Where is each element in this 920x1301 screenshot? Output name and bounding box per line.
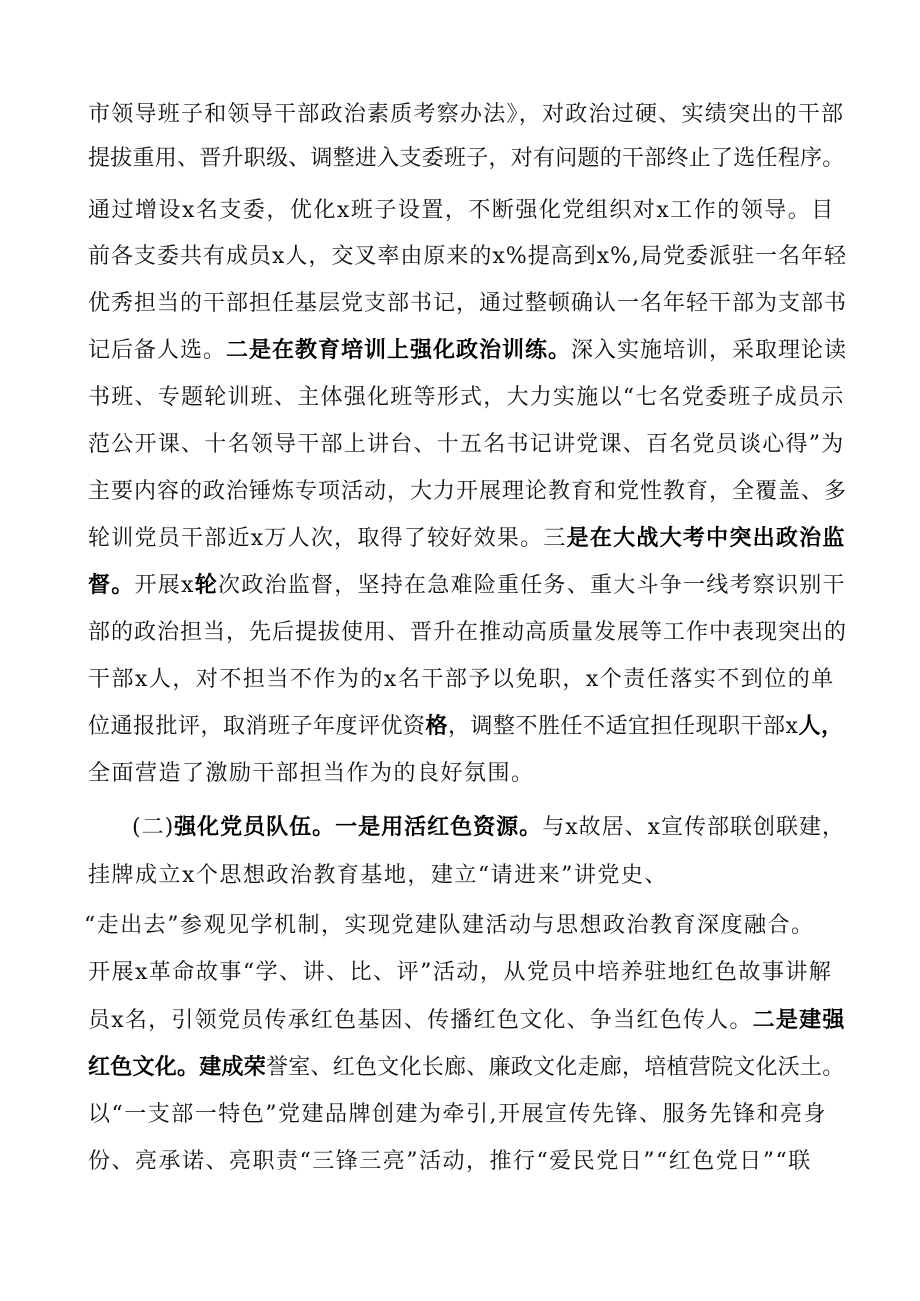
text-run: 轮训党员干部近x万人次，取得了较好效果。三 xyxy=(88,526,567,551)
section-number: (二) xyxy=(132,815,175,840)
text-run: 范公开课、十名领导干部上讲台、十五名书记讲党课、百名党员谈心得”为 xyxy=(88,432,845,457)
text-run: 优秀担当的干部担任基层党支部书记，通过整顿确认一名年轻干部为支部书 xyxy=(88,291,848,316)
text-run: 全面营造了激励干部担当作为的良好氛围。 xyxy=(88,761,535,786)
text-run: 干部x人，对不担当不作为的x名干部予以免职，x个责任落实不到位的单 xyxy=(88,667,835,692)
text-line xyxy=(88,615,848,651)
text-run: “走出去”参观见学机制，实现党建队建活动与思想政治教育深度融合。 xyxy=(84,913,815,938)
bold-heading: 红色文化。建成 xyxy=(88,1055,244,1080)
text-run: 部的政治担当，先后提拔使用、晋升在推动高质量发展等工作中表现突出的 xyxy=(88,620,848,645)
bold-text: 轮 xyxy=(194,573,218,598)
text-run: 与x故居、x宣传部联创联建， xyxy=(542,815,846,840)
text-run: 位通报批评，取消班子年度评优资 xyxy=(88,714,426,739)
text-line xyxy=(88,756,848,792)
text-run: 挂牌成立x个思想政治教育基地，建立“请进来”讲党史、 xyxy=(88,863,668,888)
text-line xyxy=(84,908,844,944)
text-line xyxy=(88,1003,848,1039)
text-line xyxy=(88,427,848,463)
text-line xyxy=(88,380,848,416)
text-run: ，调整不胜任不适宜担任现职干部x xyxy=(448,714,799,739)
bold-text: 荣 xyxy=(243,1055,267,1080)
text-line xyxy=(88,193,848,229)
text-line xyxy=(88,521,848,557)
text-line xyxy=(88,474,848,510)
text-run: 主要内容的政治锤炼专项活动，大力开展理论教育和党性教育，全覆盖、多 xyxy=(88,479,848,504)
text-line xyxy=(88,97,848,133)
text-run: 份、亮承诺、亮职责“三锋三亮”活动，推行“爱民党日”“红色党日”“联 xyxy=(88,1149,812,1174)
text-line xyxy=(88,141,848,177)
text-run: 记后备人选。 xyxy=(88,338,227,363)
bold-text: 人， xyxy=(798,714,844,739)
text-run: 书班、专题轮训班、主体强化班等形式，大力实施以“七名党委班子成员示 xyxy=(88,385,845,410)
text-run: 前各支委共有成员x人，交叉率由原来的x%提高到x%,局党委派驻一名年轻 xyxy=(88,244,848,269)
text-line xyxy=(132,810,848,846)
bold-heading: 二是在教育培训上强化政治训练。 xyxy=(226,338,572,363)
text-line xyxy=(88,286,848,322)
text-line xyxy=(88,1097,848,1133)
text-line xyxy=(88,709,848,745)
text-line xyxy=(88,333,848,369)
text-line xyxy=(88,239,848,275)
text-line xyxy=(88,1050,848,1086)
text-run: 以“一支部一特色”党建品牌创建为牵引,开展宣传先锋、服务先锋和亮身 xyxy=(88,1102,827,1127)
text-line xyxy=(88,858,848,894)
bold-text: 格 xyxy=(425,714,449,739)
bold-heading: 督。 xyxy=(88,573,135,598)
text-run: 通过增设x名支委，优化x班子设置，不断强化党组织对x工作的领导。目 xyxy=(88,198,835,223)
text-run: 誉室、红色文化长廊、廉政文化走廊，培植营院文化沃土。 xyxy=(266,1055,845,1080)
text-line xyxy=(88,568,848,604)
text-run: 市领导班子和领导干部政治素质考察办法》，对政治过硬、实绩突出的干部 xyxy=(88,102,845,127)
text-run: 开展x革命故事“学、讲、比、评”活动，从党员中培养驻地红色故事讲解 xyxy=(88,960,833,985)
text-line xyxy=(88,1144,848,1180)
text-run: 深入实施培训，采取理论读 xyxy=(571,338,848,363)
bold-heading: 二是建强 xyxy=(752,1008,846,1033)
bold-heading: 强化党员队伍。一是用活红色资源。 xyxy=(174,815,543,840)
text-run: 次政治监督，坚持在急难险重任务、重大斗争一线考察识别干 xyxy=(217,573,846,598)
text-run: 开展x xyxy=(134,573,195,598)
text-line xyxy=(88,955,848,991)
text-run: 员x名，引领党员传承红色基因、传播红色文化、争当红色传人。 xyxy=(88,1008,753,1033)
text-line xyxy=(88,662,848,698)
bold-heading: 是在大战大考中突出政治监 xyxy=(566,526,846,551)
text-run: 提拔重用、晋升职级、调整进入支委班子，对有问题的干部终止了选任程序。 xyxy=(88,146,845,171)
